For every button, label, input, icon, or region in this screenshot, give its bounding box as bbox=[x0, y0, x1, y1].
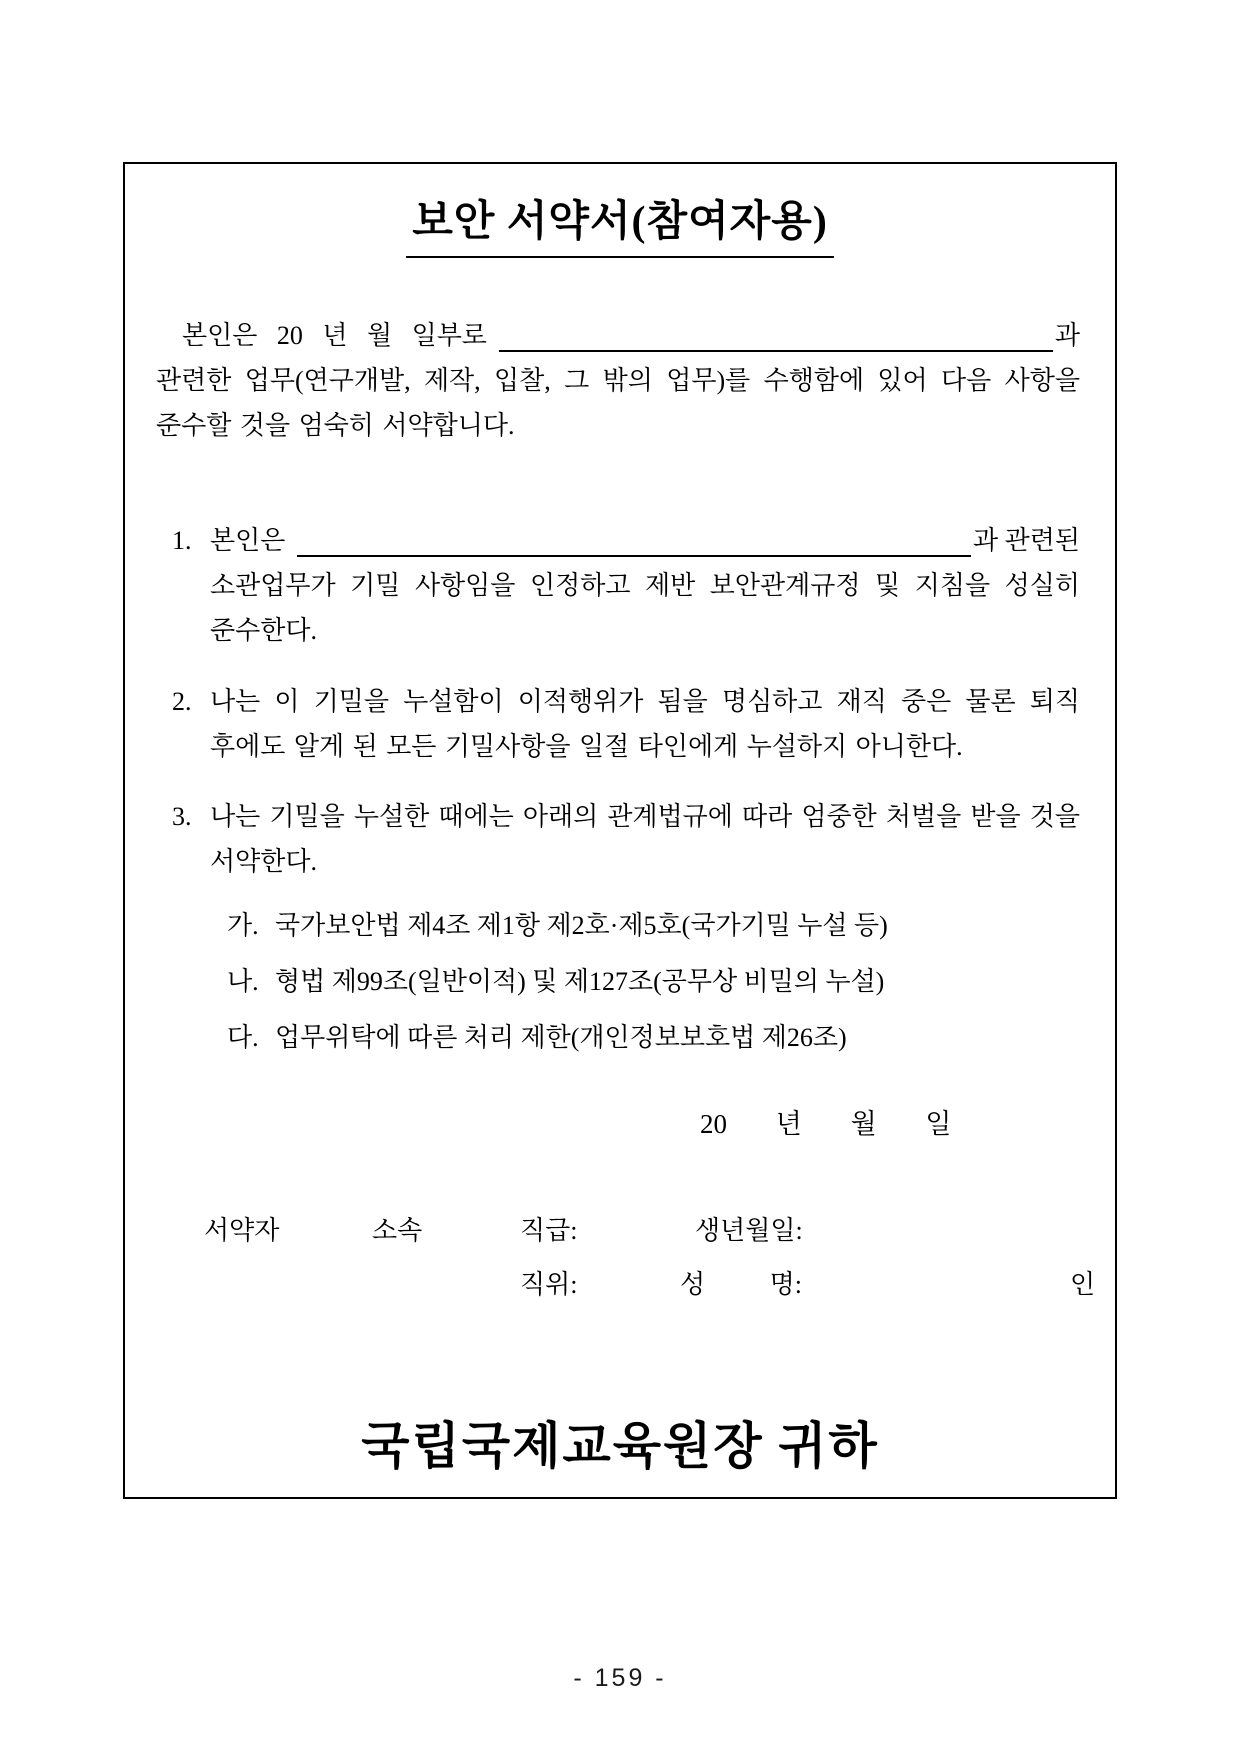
page-title bbox=[125, 188, 1115, 258]
affiliation-label: 소속 bbox=[372, 1216, 423, 1245]
ref-text: 국가보안법 제4조 제1항 제2호·제5호(국가기밀 누설 등) bbox=[275, 911, 888, 940]
legal-ref-da bbox=[227, 1010, 1087, 1066]
seal-label: 인 bbox=[1070, 1270, 1096, 1299]
ref-number: 나. bbox=[227, 967, 259, 996]
item-number: 2. bbox=[172, 687, 192, 716]
ref-number: 다. bbox=[227, 1023, 259, 1052]
position-label: 직위: bbox=[520, 1270, 578, 1299]
pledge-form-border-box bbox=[123, 162, 1117, 1499]
pledger-label: 서약자 bbox=[204, 1216, 280, 1245]
ref-text: 업무위탁에 따른 처리 제한(개인정보보호법 제26조) bbox=[275, 1023, 847, 1052]
signature-row-1 bbox=[125, 1208, 1115, 1253]
item-1-tail-text: 과 관련된 bbox=[973, 526, 1080, 555]
item-2-body-text: 나는 이 기밀을 누설함이 이적행위가 됨을 명심하고 재직 중은 물론 퇴직 후에도 알게 된 모든 기밀사항을 일절 타인에게 누설하지 아니한다. bbox=[210, 687, 1080, 761]
date-blank-line: 20 년 월 일 bbox=[700, 1109, 952, 1139]
page-number: - 159 - bbox=[573, 1664, 667, 1692]
birthdate-label: 생년월일: bbox=[695, 1216, 803, 1245]
item-3-body-text: 나는 기밀을 누설한 때에는 아래의 관계법규에 따라 엄중한 처벌을 받을 것을 서약한다. bbox=[210, 802, 1080, 876]
fill-in-blank-line bbox=[297, 518, 971, 557]
ref-text: 형법 제99조(일반이적) 및 제127조(공무상 비밀의 누설) bbox=[275, 967, 885, 996]
intro-paragraph bbox=[156, 313, 1080, 448]
pledge-item-2 bbox=[172, 679, 1080, 769]
pledge-item-1-first-line bbox=[210, 518, 1080, 563]
item-number: 1. bbox=[172, 526, 192, 555]
pledge-item-3 bbox=[172, 794, 1080, 884]
item-number: 3. bbox=[172, 802, 192, 831]
legal-ref-ga bbox=[227, 898, 1087, 954]
addressee-line: 국립국제교육원장 귀하 bbox=[361, 1418, 879, 1474]
item-1-lead-text: 본인은 bbox=[210, 526, 286, 555]
page-title-text: 보안 서약서(참여자용) bbox=[406, 188, 834, 258]
legal-ref-na bbox=[227, 954, 1087, 1010]
intro-lead-text: 본인은 20 년 월 일부로 bbox=[182, 321, 487, 350]
fill-in-blank-line bbox=[499, 313, 1053, 352]
name-label: 성 명: bbox=[680, 1270, 802, 1299]
intro-first-line bbox=[182, 313, 1080, 358]
ref-number: 가. bbox=[227, 911, 259, 940]
rank-label: 직급: bbox=[520, 1216, 578, 1245]
legal-reference-list bbox=[227, 898, 1087, 1066]
signature-row-2 bbox=[125, 1262, 1115, 1307]
intro-continuation-text: 관련한 업무(연구개발, 제작, 입찰, 그 밖의 업무)를 수행함에 있어 다음 사항을 준수할 것을 엄숙히 서약합니다. bbox=[156, 366, 1080, 440]
intro-tail-text: 과 bbox=[1054, 321, 1080, 350]
pledge-item-1 bbox=[172, 518, 1080, 653]
item-1-body-text: 소관업무가 기밀 사항임을 인정하고 제반 보안관계규정 및 지침을 성실히 준수한다. bbox=[210, 571, 1080, 645]
